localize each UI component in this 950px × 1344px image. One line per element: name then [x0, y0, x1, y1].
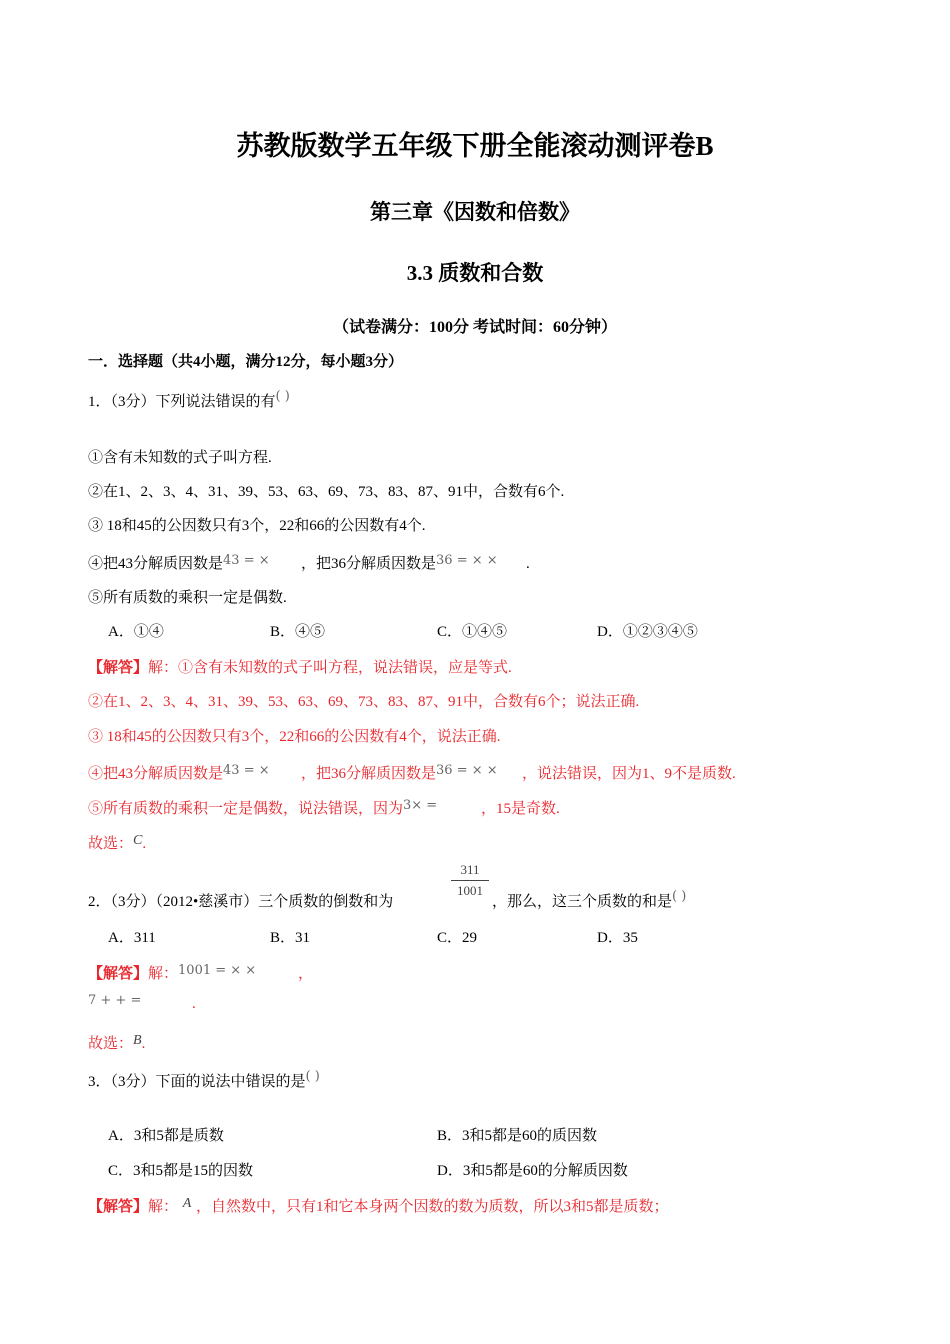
q3-answer — [88, 1195, 669, 1216]
q3-option-c[interactable]: C．3和5都是15的因数 — [108, 1163, 254, 1179]
q2-option-a[interactable]: A．311 — [108, 930, 156, 946]
q3-answer-text: ，自然数中，只有1和它本身两个因数的数为质数，所以3和5都是质数； — [196, 1199, 669, 1215]
q1-a4-text-c: ，说法错误，因为1、9不是质数. — [522, 766, 736, 782]
q1-answer-3: ③ 18和45的公因数只有3个，22和66的公因数有4个，说法正确. — [88, 729, 501, 745]
q3-stem: 3．（3分）下面的说法中错误的是 — [88, 1074, 306, 1090]
q1-stem: 1．（3分）下列说法错误的有 — [88, 394, 276, 410]
q2-option-c[interactable]: C．29 — [437, 930, 478, 946]
q2-option-d[interactable]: D．35 — [597, 930, 638, 946]
q1-choice-label: 故选： — [88, 836, 134, 852]
q2-answer-2 — [88, 993, 196, 1013]
q3-answer-choice: A — [182, 1196, 192, 1211]
q1-answer-tag: 【解答】 — [88, 660, 149, 676]
q2-answer-formula-1: 1001 = × × — [178, 963, 257, 978]
q2-answer-formula-2: 7 + + = — [88, 993, 142, 1008]
q2-stem-b: ，那么，这三个质数的和是 — [492, 894, 673, 910]
q1-a4-formula-36: 36 = × × — [436, 763, 498, 778]
q2-stem-a: 2．（3分）（2012•慈溪市）三个质数的倒数和为 — [88, 894, 394, 910]
q3-option-b[interactable]: B．3和5都是60的质因数 — [437, 1128, 598, 1144]
q1-s4-text-a: ④把43分解质因数是 — [88, 556, 224, 572]
q1-a5-formula: 3× = — [403, 798, 438, 813]
part1-heading: 一．选择题（共4小题，满分12分，每小题3分） — [88, 354, 404, 370]
q2-answer-tag: 【解答】 — [88, 966, 149, 982]
q1-statement-2: ②在1、2、3、4、31、39、53、63、69、73、83、87、91中，合数有6个. — [88, 484, 565, 500]
q3-option-d[interactable]: D．3和5都是60的分解质因数 — [437, 1163, 628, 1179]
q1-statement-4 — [88, 552, 530, 573]
q1-choice-end: . — [142, 836, 147, 852]
q1-answer-4 — [88, 762, 736, 783]
q1-option-c[interactable]: C．①④⑤ — [437, 624, 508, 640]
q2-option-b[interactable]: B．31 — [270, 930, 311, 946]
q2-answer-comma: ， — [298, 966, 314, 982]
q1-paren: ( ) — [275, 389, 290, 404]
q3-answer-tag: 【解答】 — [88, 1199, 149, 1215]
q1-a5-text-a: ⑤所有质数的乘积一定是偶数，说法错误，因为 — [88, 801, 404, 817]
q1-s4-text-b: ，把36分解质因数是 — [301, 556, 437, 572]
q1-statement-1: ①含有未知数的式子叫方程. — [88, 450, 272, 466]
chapter-title: 第三章《因数和倍数》 — [370, 200, 580, 224]
page-title: 苏教版数学五年级下册全能滚动测评卷B — [236, 131, 714, 161]
q1-answer-5 — [88, 797, 560, 818]
q3-option-a[interactable]: A．3和5都是质数 — [108, 1128, 224, 1144]
q1-statement-3: ③ 18和45的公因数只有3个，22和66的公因数有4个. — [88, 518, 426, 534]
q2-fraction — [451, 862, 489, 899]
q3-paren: ( ) — [305, 1069, 320, 1084]
q1-answer-1-text: 解：①含有未知数的式子叫方程，说法错误，应是等式. — [148, 660, 512, 676]
q1-a4-text-a: ④把43分解质因数是 — [88, 766, 224, 782]
q1-a4-text-b: ，把36分解质因数是 — [301, 766, 437, 782]
q2-choice-letter: B — [133, 1033, 142, 1048]
q1-s4-text-c: . — [526, 556, 530, 572]
q1-s4-formula-43: 43 = × — [223, 553, 270, 568]
exam-info: （试卷满分：100分 考试时间：60分钟） — [332, 319, 617, 336]
q2-choice-label: 故选： — [88, 1036, 134, 1052]
q1-choice — [88, 832, 146, 853]
q2-choice — [88, 1032, 145, 1053]
q3-answer-label: 解： — [148, 1199, 179, 1215]
q2-answer-dot: . — [192, 996, 196, 1012]
q2-answer-label: 解： — [148, 966, 179, 982]
q1-option-a[interactable]: A．①④ — [108, 624, 164, 640]
q2-paren: ( ) — [672, 889, 687, 904]
q2-answer-1 — [88, 962, 313, 983]
q1-answer-1 — [88, 656, 512, 677]
q2-fraction-denominator: 1001 — [457, 883, 483, 898]
q2-choice-end: . — [141, 1036, 146, 1052]
q1-choice-letter: C — [133, 833, 143, 848]
q1-a5-text-b: ，15是奇数. — [481, 801, 560, 817]
q2-fraction-numerator: 311 — [460, 862, 480, 877]
q1-statement-5: ⑤所有质数的乘积一定是偶数. — [88, 590, 287, 606]
section-title: 3.3 质数和合数 — [406, 261, 544, 285]
q1-a4-formula-43: 43 = × — [223, 763, 270, 778]
q1-option-b[interactable]: B．④⑤ — [270, 624, 326, 640]
q1-s4-formula-36: 36 = × × — [436, 553, 498, 568]
q1-answer-2: ②在1、2、3、4、31、39、53、63、69、73、83、87、91中，合数有6个；说法正确. — [88, 694, 640, 710]
q1-option-d[interactable]: D．①②③④⑤ — [597, 624, 698, 640]
